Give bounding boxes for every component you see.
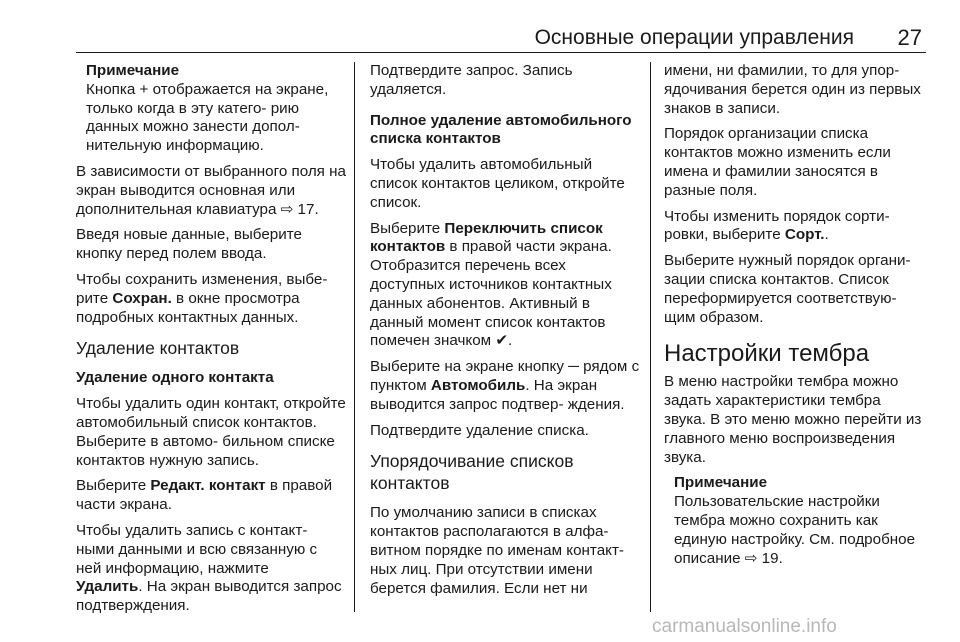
note-title: Примечание	[674, 474, 768, 492]
subsection-heading: Удаление одного контакта	[76, 369, 274, 387]
ui-term: Редакт. контакт	[150, 477, 266, 495]
paragraph: Подтвердите запрос. Запись удаляется.	[370, 62, 573, 98]
page-header	[76, 22, 926, 53]
paragraph: По умолчанию записи в списках контактов располагаются в алфа- витном порядке по именам контакт- ных лиц. При отсутствии имени берется фамилия. Если нет ни	[370, 504, 624, 597]
section-heading: Удаление контактов	[76, 338, 240, 359]
paragraph: Чтобы сохранить изменения, выбе- рите Сохран. в окне просмотра подробных контактных данных.	[76, 270, 328, 326]
column-3	[664, 62, 926, 575]
watermark: carmanualsonline.info	[652, 616, 837, 637]
paragraph: Чтобы удалить автомобильный список контактов целиком, откройте список.	[370, 156, 625, 211]
ui-term: Удалить	[76, 578, 139, 596]
paragraph: Выберите нужный порядок органи- зации списка контактов. Список переформируется соответствую- щим образом.	[664, 252, 911, 326]
page-number: 27	[897, 25, 922, 50]
paragraph: имени, ни фамилии, то для упор- ядочивания берется один из первых знаков в записи.	[664, 62, 921, 117]
column-1	[76, 62, 346, 616]
paragraph: Выберите на экране кнопку ─ рядом с пунктом Автомобиль. На экран выводится запрос подтвер- ждения.	[370, 358, 640, 413]
paragraph: В зависимости от выбранного поля на экран выводится основная или дополнительная клавиатура ⇨ 17.	[76, 162, 346, 218]
paragraph: Введя новые данные, выберите кнопку перед полем ввода.	[76, 226, 302, 263]
ui-term: Переключить список контактов	[370, 219, 603, 256]
note-box	[664, 474, 926, 568]
subsection-heading: Полное удаление автомобильного списка контактов	[370, 111, 632, 148]
paragraph: В меню настройки тембра можно задать характеристики тембра звука. В это меню можно перейти из главного меню воспроизведения звука.	[664, 373, 922, 466]
note-box	[76, 62, 346, 156]
paragraph: Чтобы удалить запись с контакт- ными данными и всю связанную с ней информацию, нажмите Удалить. На экран выводится запрос подтверждения.	[76, 521, 342, 615]
column-2	[370, 62, 642, 605]
paragraph: Чтобы изменить порядок сорти- ровки, выберите Сорт..	[664, 207, 890, 244]
paragraph: Подтвердите удаление списка.	[370, 421, 589, 439]
ui-term: Сохран.	[112, 289, 172, 307]
ui-term: Сорт.	[784, 226, 825, 244]
paragraph: Чтобы удалить один контакт, откройте автомобильный список контактов. Выберите в автомо- бильном списке контактов нужную запись.	[76, 395, 346, 469]
paragraph: Выберите Редакт. контакт в правой части экрана.	[76, 477, 333, 514]
note-title: Примечание	[86, 62, 180, 79]
column-divider-right	[650, 62, 651, 612]
paragraph: Выберите Переключить список контактов в правой части экрана. Отобразится перечень всех доступных источников контактных данных абонентов. Активный в данный момент список контактов помечен значком ✔.	[370, 219, 612, 350]
paragraph: Порядок организации списка контактов можно изменить если имена и фамилии заносятся в разные поля.	[664, 125, 891, 199]
column-divider-left	[354, 62, 355, 612]
section-heading: Упорядочивание списков контактов	[370, 451, 574, 494]
note-text: Кнопка + отображается на экране, только когда в эту катего- рию данных можно занести допол- нительную информацию.	[86, 80, 329, 155]
ui-term: Автомобиль	[430, 376, 526, 394]
page-title: Основные операции управления	[534, 26, 854, 49]
section-heading-large: Настройки тембра	[664, 340, 870, 368]
note-text: Пользовательские настройки тембра можно сохранить как единую настройку. См. подробное описание ⇨ 19.	[674, 493, 916, 567]
